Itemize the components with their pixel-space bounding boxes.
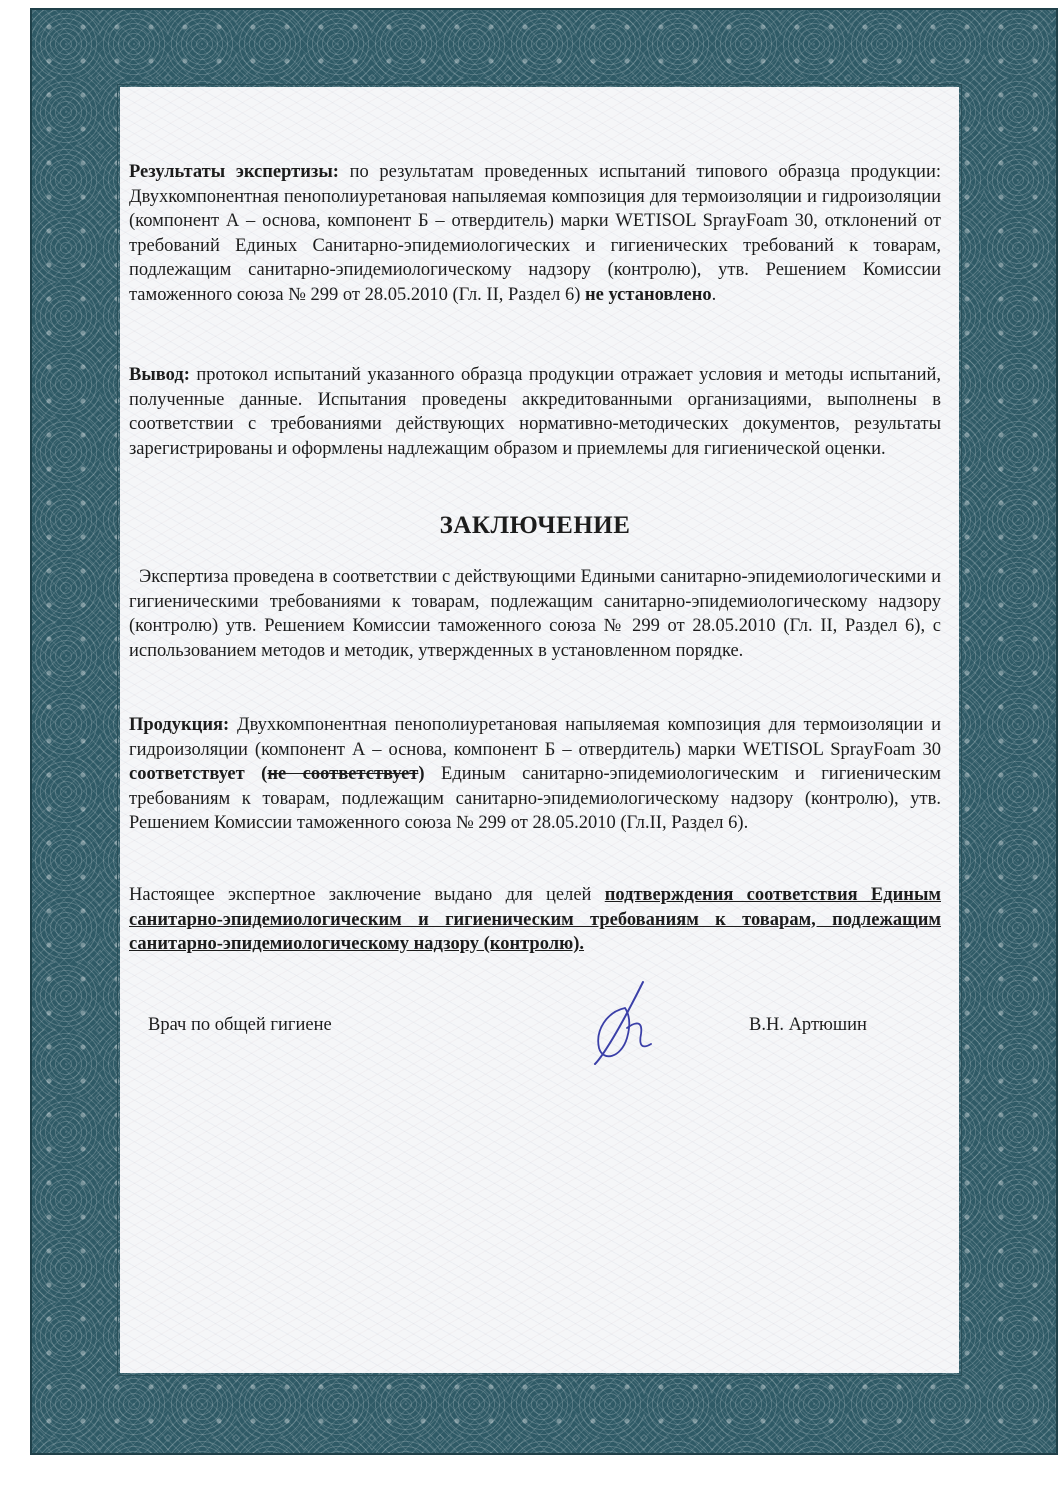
- handwritten-signature: [585, 978, 665, 1070]
- product-paragraph: [129, 713, 941, 836]
- product-open-paren: (: [244, 764, 268, 784]
- product-text-end: Единым санитарно-эпидемиологическим и гигиеническим требованиям к товарам, подлежащим санитарно-эпидемиологическому надзору (контролю), утв. Решением Комиссии таможенного союза № 299 от 28.05.2010 (Гл.II, Раздел 6).: [129, 764, 941, 833]
- signature-stroke-3: [627, 1023, 651, 1046]
- results-text: по результатам проведенных испытаний типового образца продукции: Двухкомпонентная пенополиуретановая напыляемая композиция для термоизоляции и гидроизоляции (компонент А – основа, компонент Б – отвердитель) марки WETISOL SprayFoam 30, отклонений от требований Единых Санитарно-эпидемиологических и гигиенических требований к товарам, подлежащим санитарно-эпидемиологическому надзору (контролю), утв. Решением Комиссии таможенного союза № 299 от 28.05.2010 (Гл. II, Раздел 6): [129, 162, 941, 305]
- summary-text: протокол испытаний указанного образца продукции отражает условия и методы испытаний, полученные данные. Испытания проведены аккредитованными организациями, выполнены в соответствии с требованиями действующих нормативно-методических документов, результаты зарегистрированы и оформлены надлежащим образом и приемлемы для гигиенической оценки.: [129, 365, 941, 459]
- results-label: Результаты экспертизы:: [129, 162, 339, 182]
- expertise-paragraph: Экспертиза проведена в соответствии с действующими Едиными санитарно-эпидемиологическими и гигиеническими требованиями к товарам, подлежащим санитарно-эпидемиологическому надзору (контролю) утв. Решением Комиссии таможенного союза № 299 от 28.05.2010 (Гл. II, Раздел 6), с использованием методов и методик, утвержденных в установленном порядке.: [129, 567, 941, 661]
- purpose-text: Настоящее экспертное заключение выдано для целей: [129, 885, 605, 905]
- signer-position: Врач по общей гигиене: [148, 1015, 332, 1035]
- purpose-underlined: подтверждения соответствия Единым санитарно-эпидемиологическим и гигиеническим требованиям к товарам, подлежащим санитарно-эпидемиологическому надзору (контролю).: [129, 885, 941, 954]
- results-paragraph: [129, 160, 941, 307]
- product-complies: соответствует: [129, 764, 245, 784]
- results-end: .: [711, 284, 717, 305]
- results-verdict: не установлено: [585, 284, 712, 305]
- product-close-paren: ): [418, 764, 425, 784]
- signature-stroke-2: [598, 1008, 629, 1056]
- conclusion-heading: ЗАКЛЮЧЕНИЕ: [439, 512, 631, 539]
- summary-label: Вывод:: [129, 365, 190, 385]
- product-text: Двухкомпонентная пенополиуретановая напыляемая композиция для термоизоляции и гидроизоляции (компонент А – основа, компонент Б – отвердитель) марки WETISOL SprayFoam 30: [129, 715, 941, 760]
- signer-name: В.Н. Артюшин: [749, 1015, 867, 1035]
- purpose-paragraph: [129, 883, 941, 957]
- summary-paragraph: [129, 363, 941, 461]
- product-not-complies-struck: не соответствует: [267, 764, 419, 784]
- product-label: Продукция:: [129, 715, 230, 735]
